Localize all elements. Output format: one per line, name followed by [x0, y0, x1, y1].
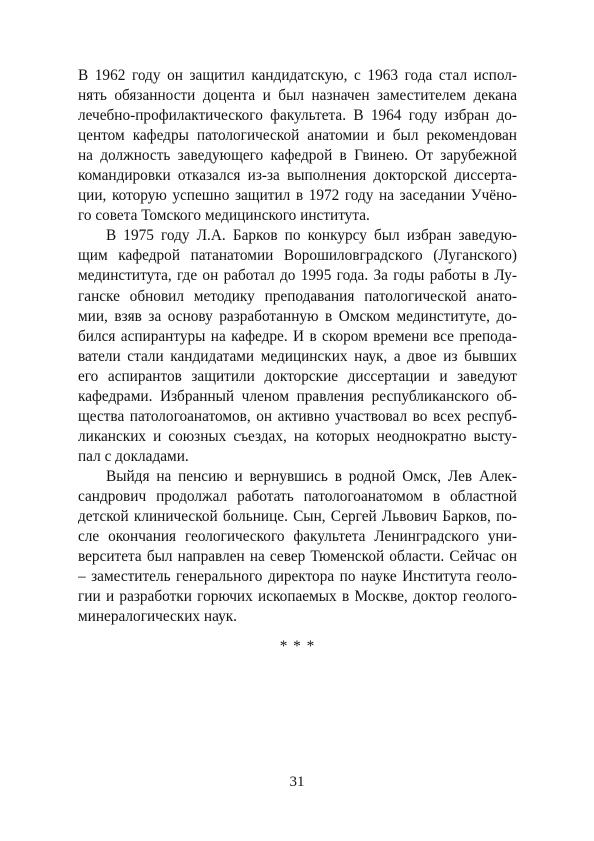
text-line: ликанских и союзных съездах, на которых неоднократно высту- — [78, 427, 517, 445]
text-line: – заместитель генерального директора по науке Института геоло- — [78, 568, 517, 586]
text-line: мии, взяв за основу разработанную в Омском мединституте, до- — [78, 307, 517, 325]
text-line: командировки отказался из-за выполнения докторской диссерта- — [78, 167, 517, 185]
body-text — [78, 66, 517, 657]
text-line: верситета был направлен на север Тюменской области. Сейчас он — [78, 548, 517, 566]
text-line: центом кафедры патологической анатомии и был рекомендован — [78, 127, 517, 145]
paragraph-1 — [78, 66, 517, 226]
text-line: ции, которую успешно защитил в 1972 году на заседании Учёно- — [78, 187, 517, 205]
text-line: сле окончания геологического факультета Ленинградского уни- — [78, 528, 517, 546]
text-line: детской клинической больнице. Сын, Сергей Львович Барков, по- — [78, 508, 517, 526]
text-line: В 1962 году он защитил кандидатскую, с 1963 года стал испол- — [78, 67, 517, 84]
text-line: минералогических наук. — [78, 608, 238, 626]
text-line: ганске обновил методику преподавания патологической анато- — [78, 287, 517, 305]
text-line: мединститута, где он работал до 1995 года. За годы работы в Лу- — [78, 267, 517, 285]
text-line: лечебно-профилактического факультета. В 1964 году избран до- — [78, 107, 517, 125]
paragraph-3 — [78, 467, 517, 627]
text-line: его аспирантов защитили докторские диссертации и заведуют — [78, 367, 517, 385]
section-separator: * * * — [279, 638, 316, 656]
text-line: Выйдя на пенсию и вернувшись в родной Омск, Лев Алек- — [106, 467, 517, 485]
text-line: В 1975 году Л.А. Барков по конкурсу был избран заведую- — [106, 227, 517, 245]
text-line: кафедрами. Избранный членом правления республиканского об- — [78, 387, 517, 405]
text-line: бился аспирантуры на кафедре. И в скором времени все препода- — [78, 327, 517, 345]
text-line: ватели стали кандидатами медицинских наук, а двое из бывших — [78, 347, 517, 365]
text-line: нять обязанности доцента и был назначен заместителем декана — [78, 87, 517, 105]
text-line: го совета Томского медицинского института. — [78, 207, 370, 225]
text-line: сандрович продолжал работать патологоанатомом в областной — [78, 487, 517, 505]
text-line: гии и разработки горючих ископаемых в Москве, доктор геолого- — [78, 588, 517, 606]
text-line: на должность заведующего кафедрой в Гвинею. От зарубежной — [78, 147, 517, 165]
paragraph-2 — [78, 226, 517, 467]
page-number: 31 — [289, 774, 305, 790]
text-line: пал с докладами. — [78, 447, 189, 465]
text-line: щим кафедрой патанатомии Ворошиловградского (Луганского) — [78, 247, 517, 265]
text-line: щества патологоанатомов, он активно участвовал во всех респуб- — [78, 407, 517, 425]
